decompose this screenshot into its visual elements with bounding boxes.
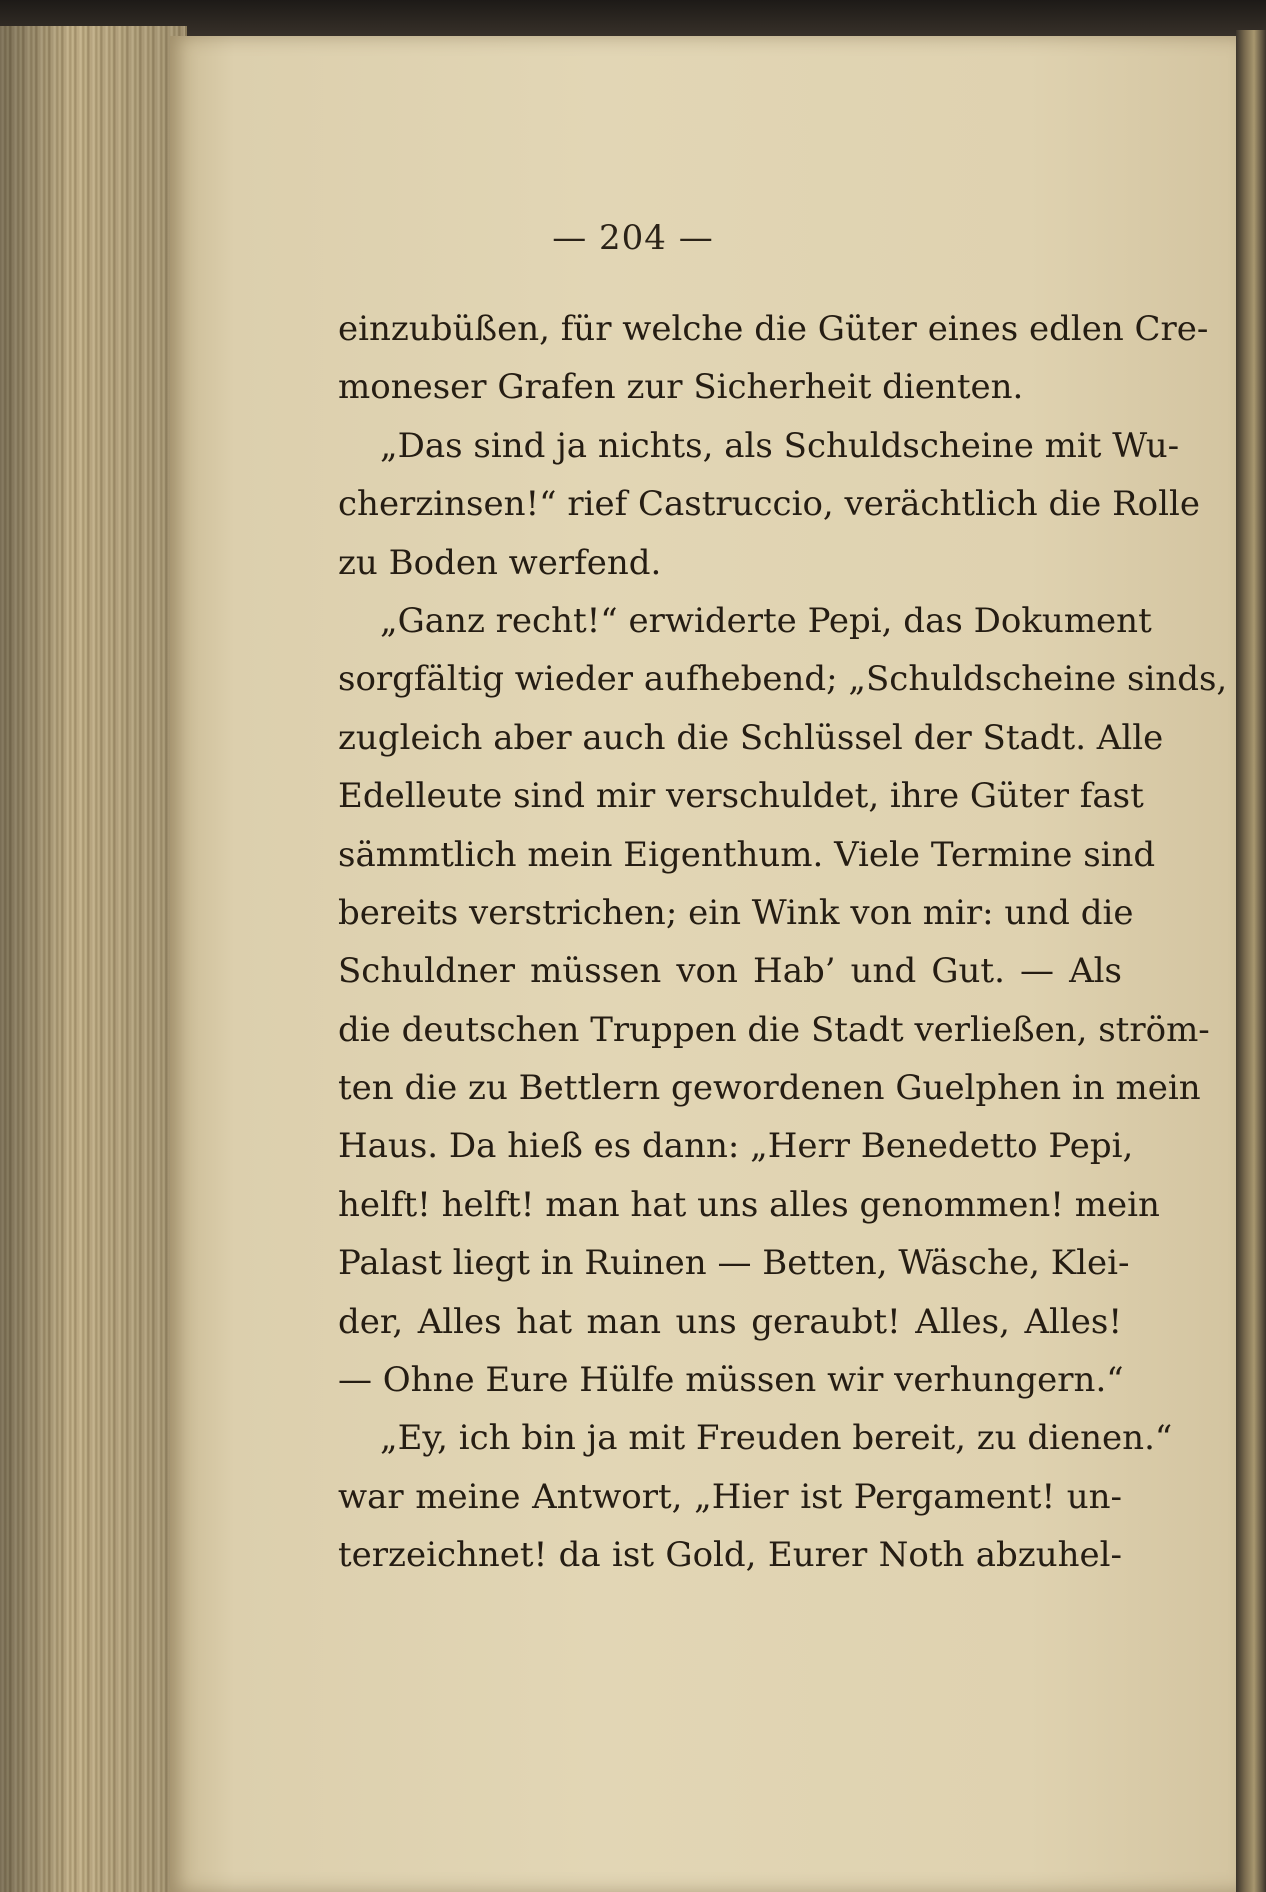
text-line: „Das sind ja nichts, als Schuldscheine mit Wu-: [380, 425, 1180, 466]
text-line: moneser Grafen zur Sicherheit dienten.: [338, 367, 1024, 408]
text-line: terzeichnet! da ist Gold, Eurer Noth abzuhel-: [338, 1535, 1122, 1576]
text-line: sämmtlich mein Eigenthum. Viele Termine sind: [338, 834, 1156, 875]
text-line: cherzinsen!“ rief Castruccio, verächtlich die Rolle: [338, 484, 1201, 525]
page-text: [338, 300, 1228, 1585]
text-line: zu Boden werfend.: [338, 542, 662, 583]
text-line: — Ohne Eure Hülfe müssen wir verhungern.“: [338, 1360, 1124, 1401]
text-line: „Ey, ich bin ja mit Freuden bereit, zu dienen.“: [380, 1418, 1173, 1459]
text-line: bereits verstrichen; ein Wink von mir: und die: [338, 892, 1134, 933]
text-line: der, Alles hat man uns geraubt! Alles, Alles!: [338, 1301, 1122, 1342]
text-line: die deutschen Truppen die Stadt verließen, ström-: [338, 1009, 1210, 1050]
book-spine-edge: [1236, 30, 1266, 1892]
text-line: Edelleute sind mir verschuldet, ihre Güter fast: [338, 776, 1144, 817]
text-line: Schuldner müssen von Hab’ und Gut. — Als: [338, 951, 1122, 992]
text-line: sorgfältig wieder aufhebend; „Schuldscheine sinds,: [338, 659, 1228, 700]
text-line: einzubüßen, für welche die Güter eines edlen Cre-: [338, 309, 1209, 349]
text-line: Haus. Da hieß es dann: „Herr Benedetto Pepi,: [338, 1126, 1134, 1167]
text-line: „Ganz recht!“ erwiderte Pepi, das Dokument: [380, 600, 1152, 641]
text-line: Palast liegt in Ruinen — Betten, Wäsche, Klei-: [338, 1243, 1130, 1284]
text-line: war meine Antwort, „Hier ist Pergament! un-: [338, 1476, 1122, 1517]
page-number: — 204 —: [552, 218, 714, 258]
stacked-page-edges: [0, 26, 187, 1892]
book-cover-edge: [0, 0, 1266, 40]
text-line: helft! helft! man hat uns alles genommen! mein: [338, 1184, 1160, 1225]
text-line: zugleich aber auch die Schlüssel der Stadt. Alle: [338, 717, 1164, 758]
text-line: ten die zu Bettlern gewordenen Guelphen in mein: [338, 1068, 1201, 1109]
